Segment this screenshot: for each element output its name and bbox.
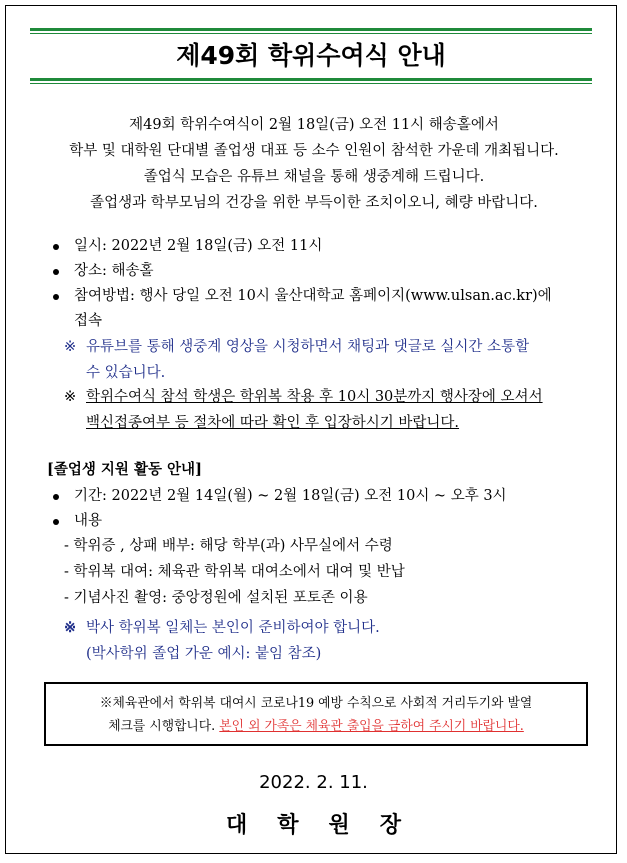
- support-item: - 학위복 대여: 체육관 학위복 대여소에서 대여 및 반납: [64, 564, 405, 580]
- gym-notice-box: [44, 682, 588, 746]
- support-period: 기간: 2022년 2월 14일(월) ~ 2월 18일(금) 오전 10시 ~ 오후 3시: [46, 484, 507, 509]
- reference-mark: ※: [64, 389, 77, 405]
- support-heading: [졸업생 지원 활동 안내]: [47, 461, 202, 478]
- document-date: 2022. 2. 11.: [259, 772, 368, 793]
- reference-mark: ※: [64, 619, 77, 636]
- reference-mark: ※: [64, 339, 77, 355]
- intro-line: 제49회 학위수여식이 2월 18일(금) 오전 11시 해송홀에서: [129, 117, 499, 133]
- attendance-note: ※ 학위수여식 참석 학생은 학위복 착용 후 10시 30분까지 행사장에 오셔서 백신접종여부 등 절차에 따라 확인 후 입장하시기 바랍니다.: [64, 384, 614, 436]
- event-date: 일시: 2022년 2월 18일(금) 오전 11시: [46, 234, 552, 259]
- title-top-rule: [30, 28, 592, 31]
- doctoral-note: ※ 박사 학위복 일체는 본인이 준비하여야 합니다. (박사학위 졸업 가운 예시: 붙임 참조): [64, 615, 604, 667]
- youtube-note: ※ 유튜브를 통해 생중계 영상을 시청하면서 채팅과 댓글로 실시간 소통할 수 있습니다.: [64, 334, 614, 386]
- support-item: - 학위증 , 상패 배부: 해당 학부(과) 사무실에서 수령: [64, 538, 393, 554]
- title-block: [30, 28, 592, 84]
- signature-graduate-school-dean: 대학원장: [225, 813, 431, 838]
- support-content-label: 내용: [46, 509, 507, 534]
- title-bottom-rule: [30, 78, 592, 81]
- support-item: - 기념사진 촬영: 중앙정원에 설치된 포토존 이용: [64, 590, 368, 606]
- gym-notice-line: ※체육관에서 학위복 대여시 코로나19 예방 수칙으로 사회적 거리두기와 발열: [99, 696, 533, 711]
- event-info-list: [46, 234, 552, 334]
- intro-line: 졸업식 모습은 유튜브 채널을 통해 생중계해 드립니다.: [143, 169, 485, 185]
- gym-notice-line: 체크를 시행합니다. 본인 외 가족은 체육관 출입을 금하여 주시기 바랍니다.: [108, 719, 524, 734]
- support-info-list: [46, 484, 507, 534]
- intro-line: 학부 및 대학원 단대별 졸업생 대표 등 소수 인원이 참석한 가운데 개최됩니다.: [69, 143, 559, 159]
- event-method: 참여방법: 행사 당일 오전 10시 울산대학교 홈페이지(www.ulsan.ac.kr)에 접속: [46, 284, 552, 334]
- event-place: 장소: 해송홀: [46, 259, 552, 284]
- title-bottom-rule-thin: [30, 83, 592, 84]
- intro-line: 졸업생과 학부모님의 건강을 위한 부득이한 조치이오니, 혜량 바랍니다.: [90, 195, 538, 211]
- family-restriction-warning: 본인 외 가족은 체육관 출입을 금하여 주시기 바랍니다.: [219, 719, 524, 734]
- page-title: 제49회 학위수여식 안내: [176, 41, 446, 70]
- intro-paragraph: [18, 112, 610, 216]
